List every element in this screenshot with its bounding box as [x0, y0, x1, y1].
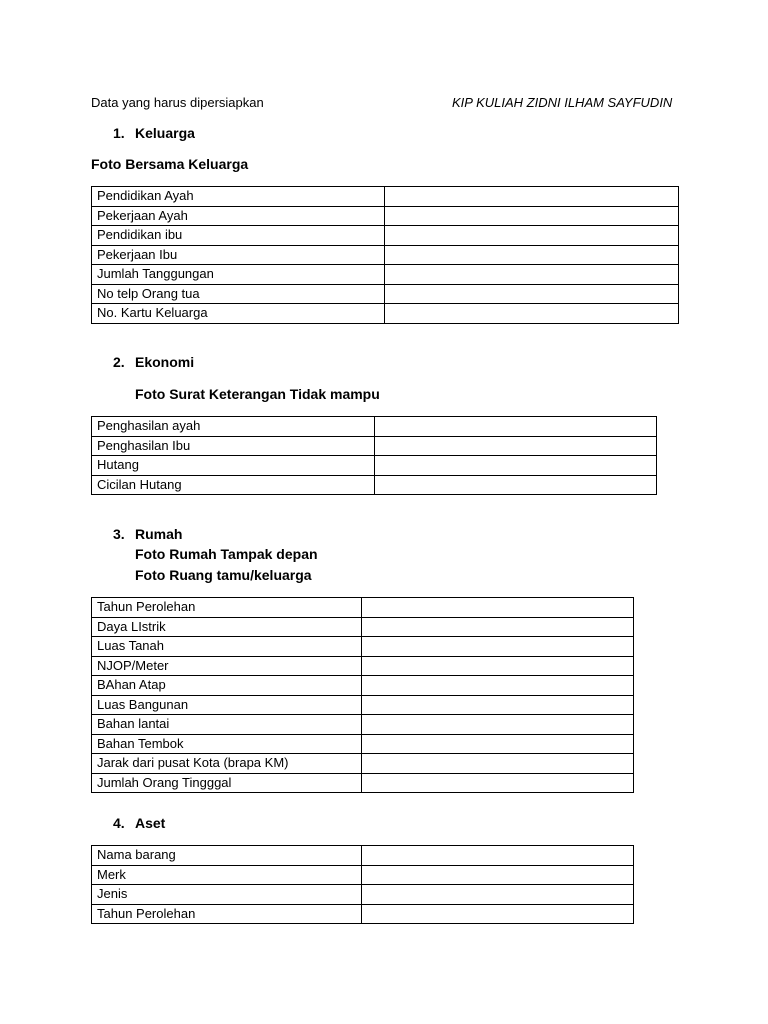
field-value-cell[interactable] [385, 284, 679, 304]
section-title: Ekonomi [135, 354, 195, 370]
section-title: Rumah [135, 526, 183, 542]
table-row [92, 617, 634, 637]
table-row [92, 656, 634, 676]
field-label: Pendidikan Ayah [92, 187, 385, 207]
field-value-cell[interactable] [375, 417, 657, 437]
field-label: Pekerjaan Ayah [92, 206, 385, 226]
field-value-cell[interactable] [375, 456, 657, 476]
field-label: Tahun Perolehan [92, 598, 362, 618]
table-row [92, 676, 634, 696]
field-label: Bahan Tembok [92, 734, 362, 754]
table-row [92, 846, 634, 866]
ekonomi-table [91, 416, 657, 495]
field-label: Luas Bangunan [92, 695, 362, 715]
table-row [92, 734, 634, 754]
field-value-cell[interactable] [385, 304, 679, 324]
field-value-cell[interactable] [362, 617, 634, 637]
field-label: No telp Orang tua [92, 284, 385, 304]
table-row [92, 417, 657, 437]
field-value-cell[interactable] [385, 187, 679, 207]
table-row [92, 695, 634, 715]
section-heading-ekonomi [113, 354, 194, 370]
field-value-cell[interactable] [362, 754, 634, 774]
document-title: KIP KULIAH ZIDNI ILHAM SAYFUDIN [452, 95, 673, 110]
section-title: Keluarga [135, 125, 195, 141]
table-row [92, 304, 679, 324]
table-body [92, 846, 634, 924]
field-value-cell[interactable] [385, 245, 679, 265]
field-label: Jumlah Tanggungan [92, 265, 385, 285]
table-row [92, 436, 657, 456]
rumah-table [91, 597, 634, 793]
table-body [92, 598, 634, 793]
field-label: No. Kartu Keluarga [92, 304, 385, 324]
photo-requirement: Foto Bersama Keluarga [91, 156, 249, 172]
field-label: Bahan lantai [92, 715, 362, 735]
section-number: 1. [113, 125, 125, 141]
field-label: Pekerjaan Ibu [92, 245, 385, 265]
field-value-cell[interactable] [362, 656, 634, 676]
field-value-cell[interactable] [362, 637, 634, 657]
field-label: Jumlah Orang Tingggal [92, 773, 362, 793]
field-label: Tahun Perolehan [92, 904, 362, 924]
field-value-cell[interactable] [375, 475, 657, 495]
table-body [92, 187, 679, 324]
field-value-cell[interactable] [385, 265, 679, 285]
field-value-cell[interactable] [362, 676, 634, 696]
section-number: 2. [113, 354, 125, 370]
field-value-cell[interactable] [362, 904, 634, 924]
photo-requirement: Foto Rumah Tampak depan [135, 546, 318, 562]
keluarga-table [91, 186, 679, 324]
table-row [92, 245, 679, 265]
table-row [92, 865, 634, 885]
table-row [92, 773, 634, 793]
field-label: Penghasilan Ibu [92, 436, 375, 456]
field-value-cell[interactable] [375, 436, 657, 456]
table-row [92, 715, 634, 735]
field-value-cell[interactable] [362, 695, 634, 715]
field-label: NJOP/Meter [92, 656, 362, 676]
field-value-cell[interactable] [362, 715, 634, 735]
field-value-cell[interactable] [385, 226, 679, 246]
table-row [92, 456, 657, 476]
field-label: Merk [92, 865, 362, 885]
table-row [92, 187, 679, 207]
field-value-cell[interactable] [362, 734, 634, 754]
section-heading-rumah [113, 526, 182, 542]
field-label: Jarak dari pusat Kota (brapa KM) [92, 754, 362, 774]
field-value-cell[interactable] [385, 206, 679, 226]
field-value-cell[interactable] [362, 865, 634, 885]
field-value-cell[interactable] [362, 598, 634, 618]
section-number: 3. [113, 526, 125, 542]
table-row [92, 754, 634, 774]
field-label: Luas Tanah [92, 637, 362, 657]
table-row [92, 598, 634, 618]
aset-table [91, 845, 634, 924]
field-value-cell[interactable] [362, 846, 634, 866]
intro-text: Data yang harus dipersiapkan [91, 95, 264, 110]
field-label: BAhan Atap [92, 676, 362, 696]
field-value-cell[interactable] [362, 885, 634, 905]
table-row [92, 284, 679, 304]
field-label: Cicilan Hutang [92, 475, 375, 495]
section-heading-aset [113, 815, 165, 831]
field-value-cell[interactable] [362, 773, 634, 793]
field-label: Hutang [92, 456, 375, 476]
table-row [92, 265, 679, 285]
field-label: Pendidikan ibu [92, 226, 385, 246]
section-number: 4. [113, 815, 125, 831]
table-body [92, 417, 657, 495]
table-row [92, 226, 679, 246]
field-label: Nama barang [92, 846, 362, 866]
photo-requirement: Foto Surat Keterangan Tidak mampu [135, 386, 380, 402]
table-row [92, 885, 634, 905]
field-label: Daya LIstrik [92, 617, 362, 637]
section-title: Aset [135, 815, 166, 831]
field-label: Jenis [92, 885, 362, 905]
table-row [92, 206, 679, 226]
table-row [92, 637, 634, 657]
field-label: Penghasilan ayah [92, 417, 375, 437]
table-row [92, 904, 634, 924]
table-row [92, 475, 657, 495]
section-heading-keluarga [113, 125, 195, 141]
photo-requirement: Foto Ruang tamu/keluarga [135, 567, 312, 583]
